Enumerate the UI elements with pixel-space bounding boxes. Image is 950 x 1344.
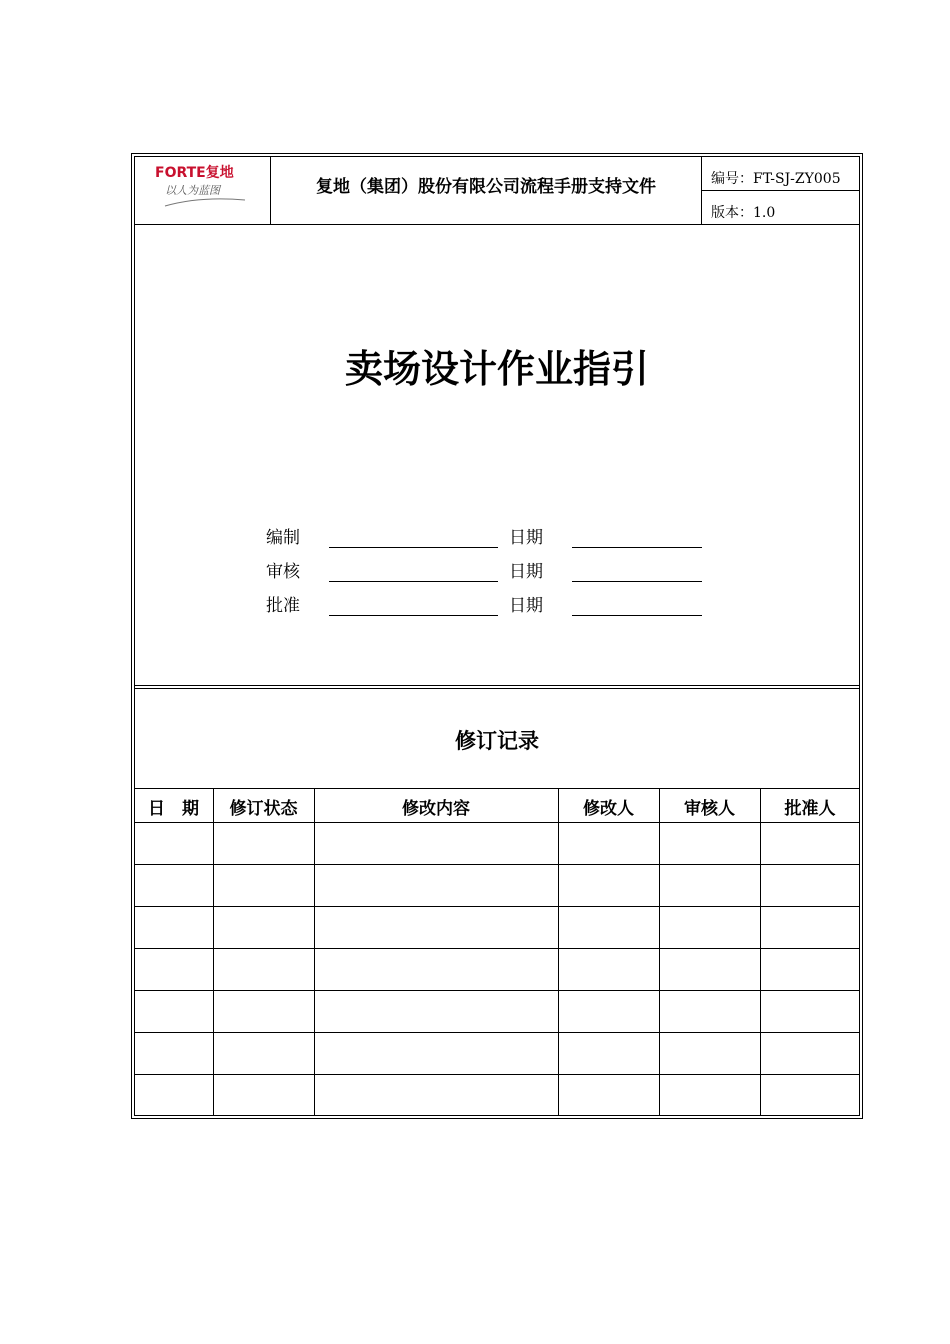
prepared-signature-field[interactable] — [329, 547, 498, 548]
table-row[interactable] — [134, 991, 860, 1032]
doc-number: 编号：FT-SJ-ZY005 — [711, 171, 841, 187]
section-divider-bottom — [134, 688, 860, 689]
prepared-date-field[interactable] — [572, 547, 702, 548]
header-divider-1 — [270, 156, 271, 224]
logo-brand: FORTE复地 — [155, 165, 234, 181]
reviewed-signature-field[interactable] — [329, 581, 498, 582]
reviewed-date-field[interactable] — [572, 581, 702, 582]
reviewed-date-label: 日期 — [509, 562, 543, 582]
section-divider-top — [134, 685, 860, 686]
logo-slogan: 以人为蓝图 — [165, 184, 220, 197]
table-top-rule — [134, 788, 860, 789]
approved-date-label: 日期 — [509, 596, 543, 616]
table-row[interactable] — [134, 949, 860, 990]
company-doc-title: 复地（集团）股份有限公司流程手册支持文件 — [316, 177, 656, 197]
prepared-label: 编制 — [266, 528, 300, 548]
approved-signature-field[interactable] — [329, 615, 498, 616]
table-row[interactable] — [134, 1075, 860, 1116]
table-row[interactable] — [134, 865, 860, 906]
col-header-content: 修改内容 — [402, 799, 470, 819]
approved-label: 批准 — [266, 596, 300, 616]
logo-swoosh-icon — [150, 160, 260, 212]
doc-version: 版本：1.0 — [711, 205, 776, 221]
prepared-date-label: 日期 — [509, 528, 543, 548]
revision-record-title: 修订记录 — [455, 729, 539, 753]
reviewed-label: 审核 — [266, 562, 300, 582]
col-header-date: 日 期 — [148, 799, 199, 819]
header-bottom-rule — [134, 224, 860, 225]
approved-date-field[interactable] — [572, 615, 702, 616]
header-meta-divider — [701, 190, 860, 191]
col-header-status: 修订状态 — [229, 799, 298, 819]
col-header-reviewer: 审核人 — [684, 799, 735, 819]
table-row[interactable] — [134, 907, 860, 948]
table-row[interactable] — [134, 823, 860, 864]
table-row[interactable] — [134, 1033, 860, 1074]
company-logo — [150, 160, 260, 212]
col-header-approver: 批准人 — [784, 799, 836, 819]
page-title: 卖场设计作业指引 — [344, 346, 649, 391]
col-header-modifier: 修改人 — [583, 799, 634, 819]
